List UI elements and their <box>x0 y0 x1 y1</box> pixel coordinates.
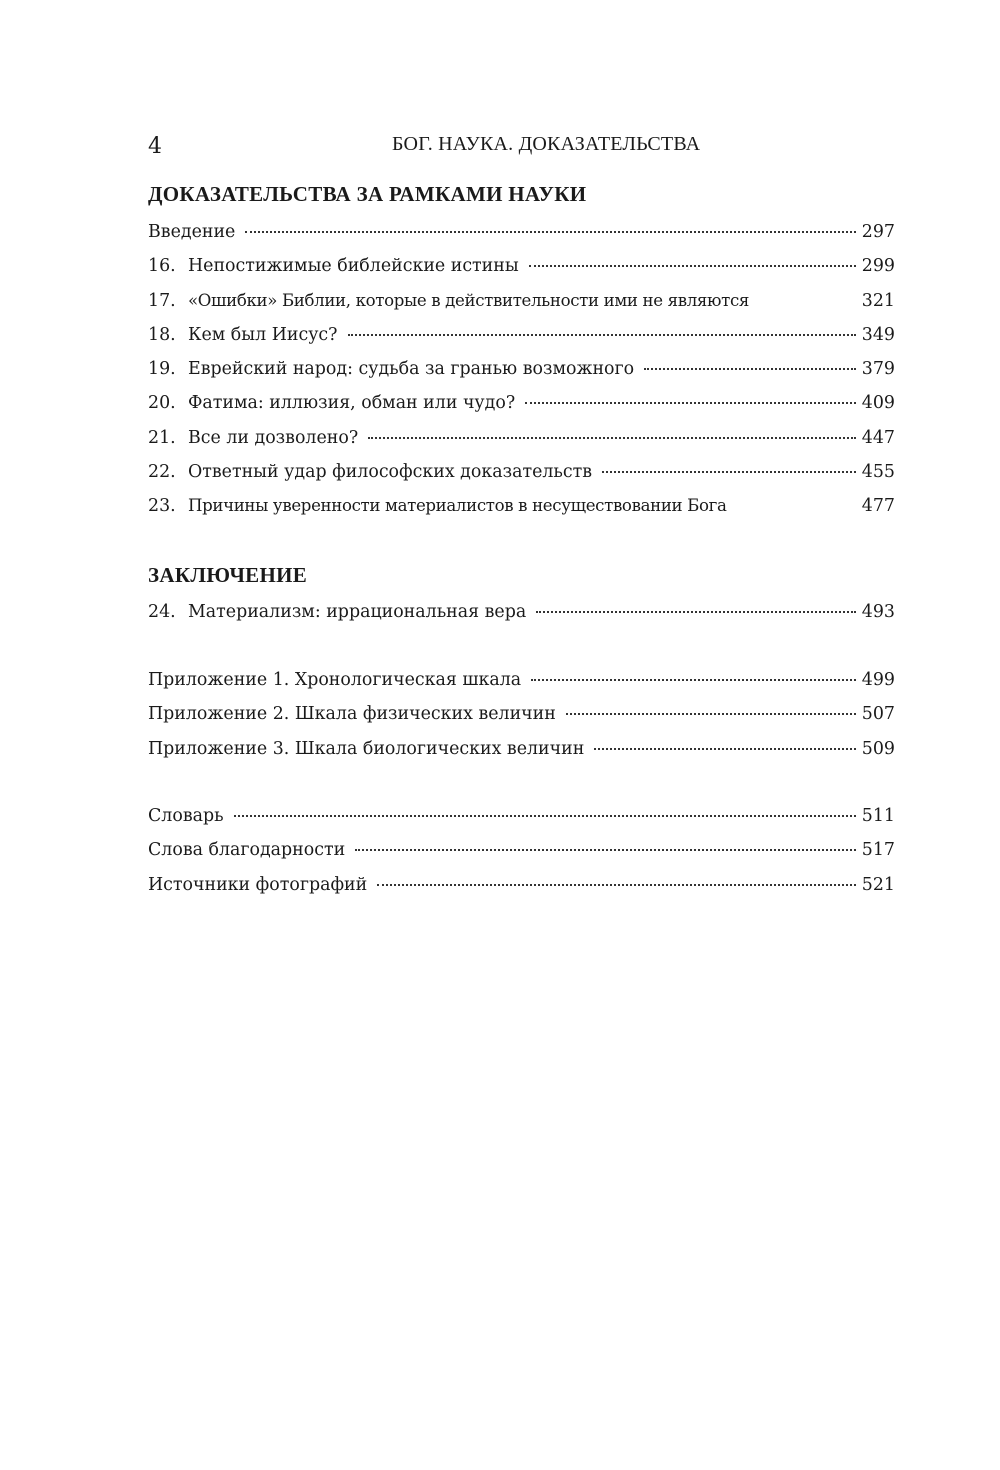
toc-entry[interactable] <box>148 428 895 462</box>
toc-entry-title: Причины уверенности материалистов в несуществовании Бога <box>188 496 727 516</box>
toc-entry-number: 19. <box>148 359 176 380</box>
dot-leader <box>234 815 856 817</box>
toc-entry-title: Приложение 1. Хронологическая шкала <box>148 670 522 690</box>
toc-entry-number: 20. <box>148 393 176 414</box>
toc-entry-page: 379 <box>861 359 895 380</box>
toc-entry-back-matter[interactable] <box>148 840 895 874</box>
section-heading-conclusion: ЗАКЛЮЧЕНИЕ <box>148 563 308 587</box>
running-title: БОГ. НАУКА. ДОКАЗАТЕЛЬСТВА <box>392 133 701 155</box>
dot-leader <box>566 713 856 715</box>
page-number: 4 <box>148 134 162 159</box>
toc-list-conclusion <box>148 602 895 636</box>
toc-entry-title: Все ли дозволено? <box>188 427 359 448</box>
dot-leader <box>531 679 856 681</box>
toc-entry-title: Еврейский народ: судьба за гранью возможного <box>188 359 635 380</box>
toc-entry[interactable] <box>148 496 895 530</box>
toc-entry[interactable] <box>148 359 895 393</box>
toc-entry-page: 493 <box>861 602 895 622</box>
toc-entry-title: Введение <box>148 222 236 242</box>
toc-entry-page: 299 <box>861 256 895 277</box>
dot-leader <box>377 884 856 886</box>
toc-entry[interactable] <box>148 291 895 325</box>
section-heading-beyond-science: ДОКАЗАТЕЛЬСТВА ЗА РАМКАМИ НАУКИ <box>148 182 587 206</box>
toc-entry-page: 447 <box>861 427 895 448</box>
toc-entry-title: Источники фотографий <box>148 874 368 895</box>
toc-entry-number: 21. <box>148 427 176 448</box>
dot-leader <box>644 368 856 370</box>
dot-leader <box>525 402 856 404</box>
dot-leader <box>368 437 856 439</box>
toc-entry[interactable] <box>148 602 895 636</box>
toc-entry-title: «Ошибки» Библии, которые в действительности ими не являются <box>188 290 750 310</box>
toc-entry[interactable] <box>148 393 895 427</box>
toc-list-appendices <box>148 670 895 773</box>
toc-entry-back-matter[interactable] <box>148 806 895 840</box>
toc-entry-number: 22. <box>148 462 176 483</box>
toc-entry-appendix[interactable] <box>148 704 895 738</box>
toc-entry-page: 521 <box>861 874 895 895</box>
toc-entry-title: Приложение 3. Шкала биологических величин <box>148 738 585 759</box>
toc-entry-page: 455 <box>861 462 895 483</box>
toc-entry-title: Слова благодарности <box>148 840 346 861</box>
toc-entry-page: 477 <box>861 496 895 517</box>
toc-entry[interactable] <box>148 462 895 496</box>
toc-entry-title: Словарь <box>148 806 224 826</box>
page-header <box>148 130 895 162</box>
toc-entry-appendix[interactable] <box>148 670 895 704</box>
toc-entry-back-matter[interactable] <box>148 875 895 909</box>
toc-entry-page: 499 <box>861 670 895 690</box>
toc-entry[interactable] <box>148 325 895 359</box>
dot-leader <box>529 265 856 267</box>
toc-entry[interactable] <box>148 222 895 256</box>
dot-leader <box>355 849 856 851</box>
toc-entry-title: Непостижимые библейские истины <box>188 256 519 277</box>
toc-entry-page: 507 <box>861 704 895 725</box>
toc-entry-page: 297 <box>861 222 895 242</box>
toc-entry-page: 409 <box>861 393 895 414</box>
toc-entry-number: 17. <box>148 290 176 311</box>
dot-leader <box>245 231 855 233</box>
dot-leader <box>594 748 855 750</box>
toc-entry-title: Материализм: иррациональная вера <box>188 602 527 622</box>
toc-entry-page: 517 <box>861 840 895 861</box>
toc-entry-number: 18. <box>148 324 176 345</box>
toc-entry-page: 509 <box>861 738 895 759</box>
toc-entry[interactable] <box>148 256 895 290</box>
toc-entry-title: Фатима: иллюзия, обман или чудо? <box>188 393 516 414</box>
toc-entry-page: 511 <box>861 806 895 826</box>
toc-entry-number: 16. <box>148 256 176 277</box>
dot-leader <box>536 611 856 613</box>
dot-leader <box>348 334 856 336</box>
toc-entry-number: 24. <box>148 602 176 622</box>
toc-entry-page: 349 <box>861 324 895 345</box>
toc-entry-appendix[interactable] <box>148 739 895 773</box>
toc-list-beyond-science <box>148 222 895 531</box>
toc-entry-title: Приложение 2. Шкала физических величин <box>148 704 556 725</box>
toc-entry-title: Кем был Иисус? <box>188 324 338 345</box>
toc-entry-page: 321 <box>861 290 895 311</box>
toc-entry-title: Ответный удар философских доказательств <box>188 462 593 483</box>
toc-entry-number: 23. <box>148 496 176 517</box>
dot-leader <box>602 471 856 473</box>
toc-list-back-matter <box>148 806 895 909</box>
